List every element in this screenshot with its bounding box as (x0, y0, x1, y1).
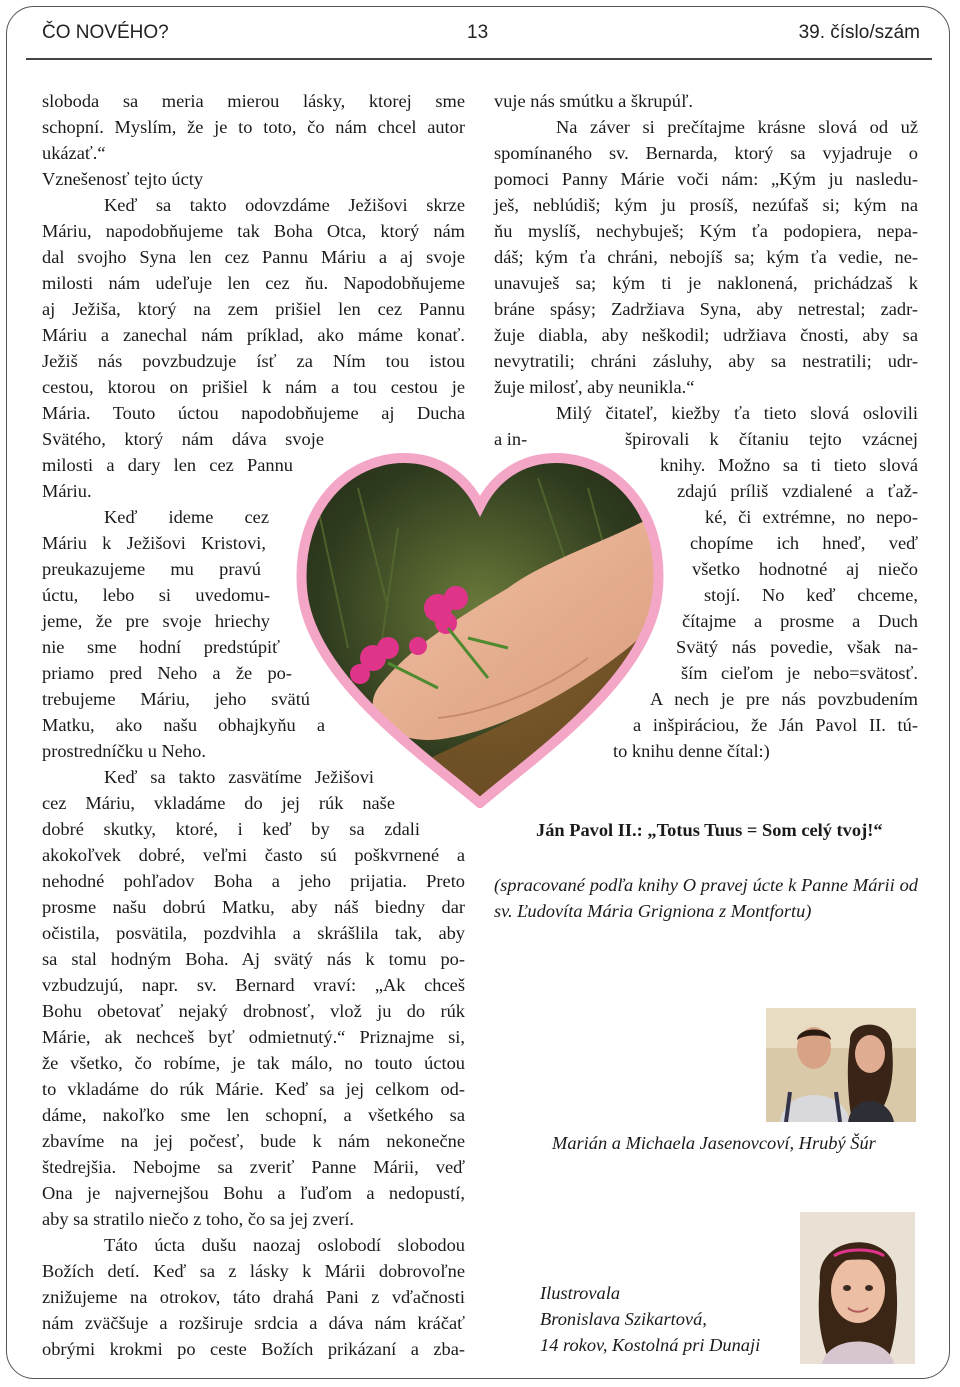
text-line: milosti a dary len cez Pannu (42, 455, 293, 475)
credit-line: Bronislava Szikartová, (540, 1309, 707, 1329)
text-line: to knihu denne čítal:) (613, 741, 770, 761)
section-title: ČO NOVÉHO? (42, 22, 169, 43)
text-line: milosti nám udeľuje len cez ňu. Napodobňujeme (42, 273, 465, 293)
text-line: Máriu a zanechal nám príklad, ako máme konať. (42, 325, 465, 345)
text-line: Mária. Touto úctou napodobňujeme aj Ducha (42, 403, 465, 423)
illustrator-photo (800, 1212, 915, 1364)
text-fragment: a in- (494, 429, 528, 449)
text-line: vzbudzujú, napr. sv. Bernard vraví: „Ak chceš (42, 975, 465, 995)
text-line: trebujeme Máriu, jeho svätú (42, 689, 310, 709)
text-line: čítajme a prosme a Duch (682, 611, 918, 631)
text-line: ňu myslíš, nechybuješ; Kým ťa podopiera, nepa- (494, 221, 918, 241)
text-line: preukazujeme mu pravú (42, 559, 261, 579)
text-line: aby sa stratilo niečo z toho, čo sa jej zverí. (42, 1209, 355, 1229)
text-line: spomínaného sv. Bernarda, ktorý sa vyjadruje o (494, 143, 918, 163)
text-line: jeme, že pre svoje hriechy (42, 611, 270, 631)
subheading: Vznešenosť tejto úcty (42, 169, 204, 189)
text-line: ukázať.“ (42, 143, 106, 163)
text-line: a inšpiráciou, že Ján Pavol II. tú- (633, 715, 918, 735)
text-line: Márie, ak nechceš byť odmietnutý.“ Priznajme si, (42, 1027, 465, 1047)
couple-photo (766, 1008, 916, 1122)
text-line: Keď sa takto zasvätíme Ježišovi (104, 767, 374, 787)
text-line: Matku, ako našu obhajkyňu a (42, 715, 325, 735)
text-line: Ježiš nás povzbudzuje ísť za Ním tou istou (42, 351, 465, 371)
text-line: ším cieľom je nebo=svätosť. (681, 663, 918, 683)
text-line: Máriu. (42, 481, 92, 501)
text-line: cez Máriu, vkladáme do jej rúk naše (42, 793, 395, 813)
text-line: že všetko, čo robíme, je tak málo, no touto úctou (42, 1053, 465, 1073)
text-line: stojí. No keď chceme, (704, 585, 918, 605)
text-line: Máriu k Ježišovi Kristovi, (42, 533, 266, 553)
text-line: Keď sa takto odovzdáme Ježišovi skrze (104, 195, 465, 215)
text-line: chopíme ich hneď, veď (690, 533, 918, 553)
text-line: dáme, nakoľko sme len schopní, a všetkého sa (42, 1105, 465, 1125)
text-line: nehodné pohľadov Boha a jeho prijatia. Preto (42, 871, 465, 891)
text-line: aj Ježiša, ktorý na zem prišiel len cez Pannu (42, 299, 465, 319)
issue-number: 39. číslo/szám (798, 22, 920, 43)
text-line: Ona je najvernejšou Bohu a ľuďom a nedopustí, (42, 1183, 465, 1203)
credit-line: 14 rokov, Kostolná pri Dunaji (540, 1335, 761, 1355)
text-line: všetko hodnotné aj niečo (692, 559, 918, 579)
text-line: Božích detí. Keď sa z lásky k Márii dobrovoľne (42, 1261, 465, 1281)
text-line: ješ, neblúdiš; kým ju prosíš, nezúfaš si; kým na (494, 195, 918, 215)
text-line: pomoci Panny Márie voči nám: „Kým ju nasledu- (494, 169, 918, 189)
text-line: Milý čitateľ, kiežby ťa tieto slová oslovili (556, 403, 918, 423)
text-line: nevytratili; chráni zásluhy, aby sa nestratili; udr- (494, 351, 918, 371)
page-number: 13 (467, 22, 489, 43)
heart-photo (288, 448, 672, 808)
text-line: dáš; kým ťa chráni, nebojíš sa; kým ťa vedie, ne- (494, 247, 918, 267)
text-line: prostredníčku u Neho. (42, 741, 206, 761)
text-line: Na záver si prečítajme krásne slová od už (556, 117, 918, 137)
text-line: dobré skutky, ktoré, i keď by sa zdali (42, 819, 420, 839)
couple-caption: Marián a Michaela Jasenovcoví, Hrubý Šúr (552, 1133, 876, 1153)
text-line: nie sme hodní predstúpiť (42, 637, 280, 657)
text-line: prosme našu dobrú Matku, aby náš biedny dar (42, 897, 465, 917)
text-line: vuje nás smútku a škrupúľ. (494, 91, 694, 111)
text-line: priamo pred Neho a že po- (42, 663, 292, 683)
text-line: knihy. Možno sa ti tieto slová (660, 455, 918, 475)
text-line: bráne spásy; Zadržiava Syna, aby netrestal; zadr- (494, 299, 918, 319)
text-line: úctu, lebo si uvedomu- (42, 585, 270, 605)
text-line: žuje milosť, aby neunikla.“ (494, 377, 695, 397)
text-line: unavuješ sa; kým ti je naklonená, prichádzaš k (494, 273, 918, 293)
text-line: ké, či extrémne, no nepo- (705, 507, 918, 527)
text-line: Svätého, ktorý nám dáva svoje (42, 429, 324, 449)
text-line: sa stal hodným Boha. Aj svätý nás k tomu po- (42, 949, 465, 969)
text-line: žuje diabla, aby neškodil; udržiava čnosti, aby sa (494, 325, 918, 345)
text-line: Bohu obetovať nejaký drobnosť, vlož ju do rúk (42, 1001, 465, 1021)
text-fragment: špirovali k čítaniu tejto vzácnej (625, 429, 918, 449)
illustrator-credit (540, 1280, 760, 1358)
text-line: cestou, ktorou on prišiel k nám a tou cestou je (42, 377, 465, 397)
text-line: Svätý nás povedie, však na- (676, 637, 918, 657)
credit-line: Ilustrovala (540, 1283, 621, 1303)
text-line: znižujeme na otrokov, táto drahá Pani z vďačnosti (42, 1287, 465, 1307)
text-line: dal svojho Syna len cez Pannu Máriu a aj svoje (42, 247, 465, 267)
text-line: nám zväčšuje a rozširuje srdcia a dáva nám kráčať (42, 1313, 465, 1333)
header-rule (26, 58, 932, 60)
text-line: sloboda sa meria mierou lásky, ktorej sme (42, 91, 465, 111)
text-line: Máriu, napodobňujeme tak Boha Otca, ktorý nám (42, 221, 465, 241)
source-note: (spracované podľa knihy O pravej úcte k Panne Márii od sv. Ľudovíta Mária Grigniona z Montfortu) (494, 875, 918, 921)
text-line: A nech je pre nás povzbudením (650, 689, 918, 709)
text-line: zdajú príliš vzdialené a ťaž- (677, 481, 918, 501)
text-line: obrými krokmi po ceste Božích prikázaní a zba- (42, 1339, 465, 1359)
text-line: zbavíme na jej počesť, bude k nám nekonečne (42, 1131, 465, 1151)
text-line: to vkladáme do rúk Márie. Keď sa jej celkom od- (42, 1079, 465, 1099)
text-line: akokoľvek dobré, veľmi často sú poškvrnené a (42, 845, 465, 865)
quote-line: Ján Pavol II.: „Totus Tuus = Som celý tvoj!“ (536, 820, 883, 840)
text-line: očistila, posvätila, pozdvihla a skrášlila tak, aby (42, 923, 465, 943)
text-line: Keď ideme cez (104, 507, 269, 527)
text-line: schopní. Myslím, že je to toto, čo nám chcel autor (42, 117, 465, 137)
text-line: Táto úcta dušu naozaj oslobodí slobodou (104, 1235, 465, 1255)
text-line: štedrejšia. Nebojme sa zveriť Panne Márii, veď (42, 1157, 465, 1177)
